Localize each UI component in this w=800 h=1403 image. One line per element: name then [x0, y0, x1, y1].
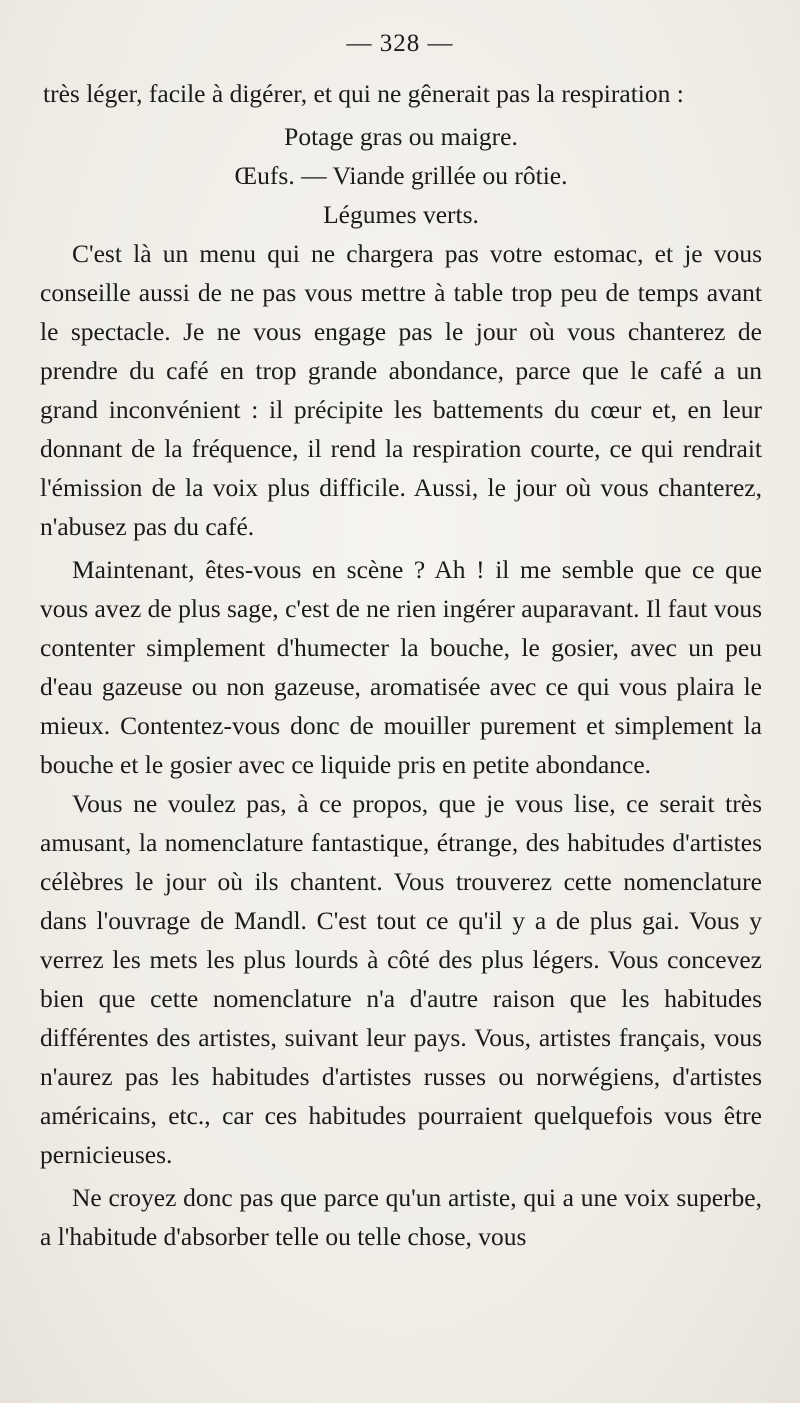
menu-line-potage: Potage gras ou maigre.	[284, 122, 518, 151]
menu-line-legumes: Légumes verts.	[323, 200, 479, 229]
paragraph-final: Ne croyez donc pas que parce qu'un artiste, qui a une voix superbe, a l'habitude d'absorber telle ou telle chose, vous	[40, 1183, 762, 1251]
page-number: — 328 —	[346, 30, 454, 57]
paragraph-scene: Maintenant, êtes-vous en scène ? Ah ! il me semble que ce que vous avez de plus sage, c'est de ne rien ingérer auparavant. Il faut vous contenter simplement d'humecter la bouche, le gosier, avec un peu d'eau gazeuse ou non gazeuse, aromatisée avec ce qui vous plaira le mieux. Contentez-vous donc de mouiller purement et simplement la bouche et le gosier avec ce liquide pris en petite abondance.	[40, 555, 762, 779]
body-text	[40, 74, 762, 1256]
menu-line-oeufs: Œufs. — Viande grillée ou rôtie.	[234, 161, 568, 190]
paragraph-continued: très léger, facile à digérer, et qui ne gênerait pas la respiration :	[43, 79, 684, 108]
paragraph-menu: C'est là un menu qui ne chargera pas votre estomac, et je vous conseille aussi de ne pas vous mettre à table trop peu de temps avant le spectacle. Je ne vous engage pas le jour où vous chanterez de prendre du café en trop grande abondance, parce que le café a un grand inconvénient : il précipite les battements du cœur et, en leur donnant de la fréquence, il rend la respiration courte, ce qui rendrait l'émission de la voix plus difficile. Aussi, le jour où vous chanterez, n'abusez pas du café.	[40, 239, 762, 541]
paragraph-nomenclature: Vous ne voulez pas, à ce propos, que je vous lise, ce serait très amusant, la nomenclature fantastique, étrange, des habitudes d'artistes célèbres le jour où ils chantent. Vous trouverez cette nomenclature dans l'ouvrage de Mandl. C'est tout ce qu'il y a de plus gai. Vous y verrez les mets les plus lourds à côté des plus légers. Vous concevez bien que cette nomenclature n'a d'autre raison que les habitudes différentes des artistes, suivant leur pays. Vous, artistes français, vous n'aurez pas les habitudes d'artistes russes ou norwégiens, d'artistes américains, etc., car ces habitudes pourraient quelquefois vous être pernicieuses.	[40, 789, 762, 1169]
